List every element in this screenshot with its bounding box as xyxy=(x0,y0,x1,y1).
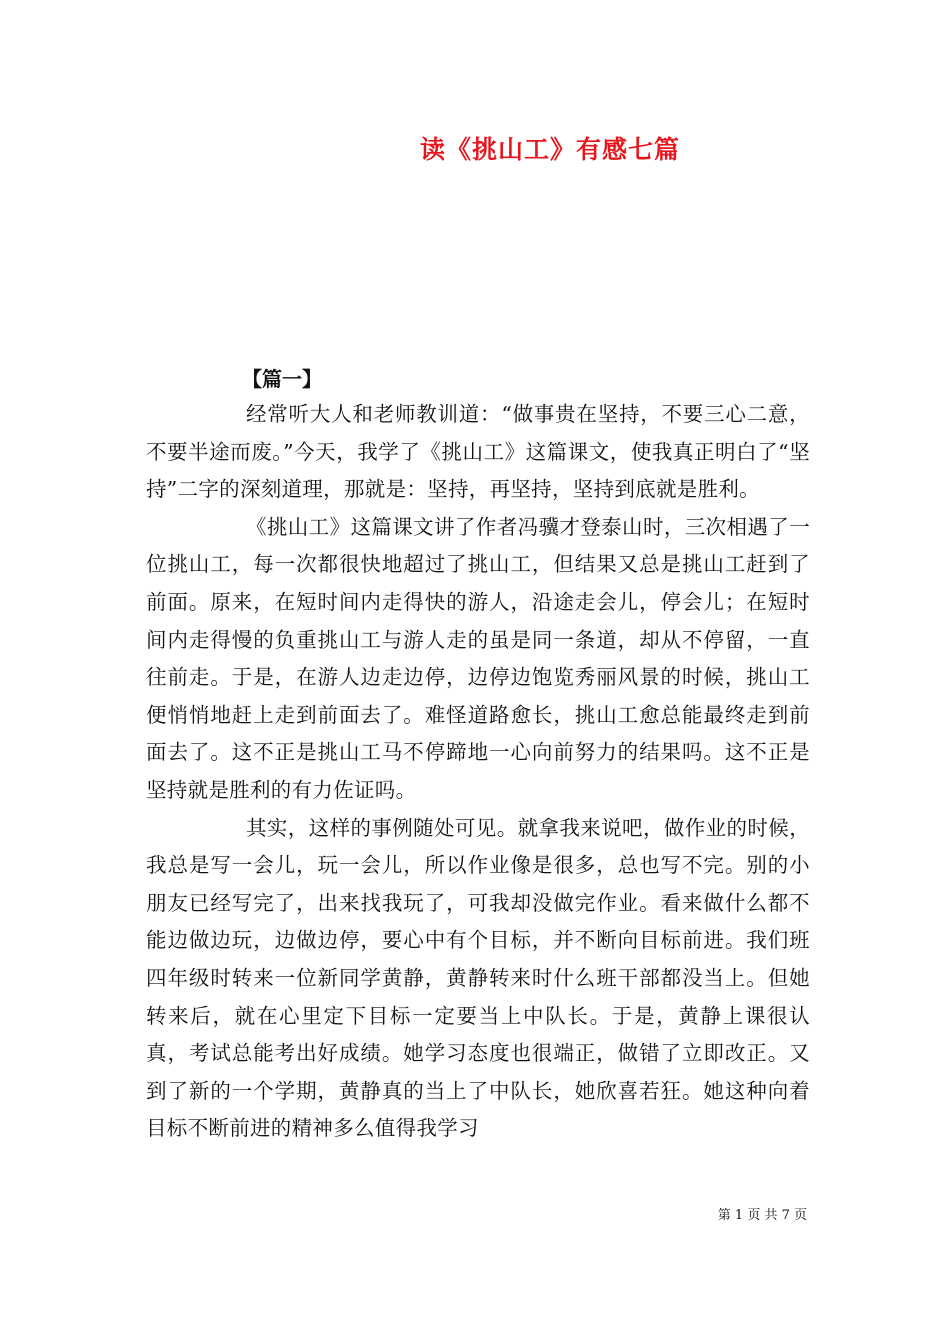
document-title: 读《挑山工》有感七篇 xyxy=(419,135,680,164)
page-number: 第 1 页 共 7 页 xyxy=(717,1208,807,1223)
section-label: 【篇一】 xyxy=(242,367,322,391)
paragraph: 其实，这样的事例随处可见。就拿我来说吧，做作业的时候，我总是写一会儿，玩一会儿，所以作业像是很多，总也写不完。别的小朋友已经写完了，出来找我玩了，可我却没做完作业。看来做什么都不能边做边玩，边做边停，要心中有个目标，并不断向目标前进。我们班四年级时转来一位新同学黄静，黄静转来时什么班干部都没当上。但她转来后，就在心里定下目标一定要当上中队长。于是，黄静上课很认真，考试总能考出好成绩。她学习态度也很端正，做错了立即改正。又到了新的一个学期，黄静真的当上了中队长，她欣喜若狂。她这种向着目标不断前进的精神多么值得我学习 xyxy=(146,815,810,1141)
paragraph: 经常听大人和老师教训道：“做事贵在坚持，不要三心二意，不要半途而废。”今天，我学了《挑山工》这篇课文，使我真正明白了“坚持”二字的深刻道理，那就是：坚持，再坚持，坚持到底就是胜利。 xyxy=(146,402,810,502)
body-text xyxy=(146,396,810,1148)
paragraph: 《挑山工》这篇课文讲了作者冯骥才登泰山时，三次相遇了一位挑山工，每一次都很快地超过了挑山工，但结果又总是挑山工赶到了前面。原来，在短时间内走得快的游人，沿途走会儿，停会儿；在短时间内走得慢的负重挑山工与游人走的虽是同一条道，却从不停留，一直往前走。于是，在游人边走边停，边停边饱览秀丽风景的时候，挑山工便悄悄地赶上走到前面去了。难怪道路愈长，挑山工愈总能最终走到前面去了。这不正是挑山工马不停蹄地一心向前努力的结果吗。这不正是坚持就是胜利的有力佐证吗。 xyxy=(146,514,810,802)
